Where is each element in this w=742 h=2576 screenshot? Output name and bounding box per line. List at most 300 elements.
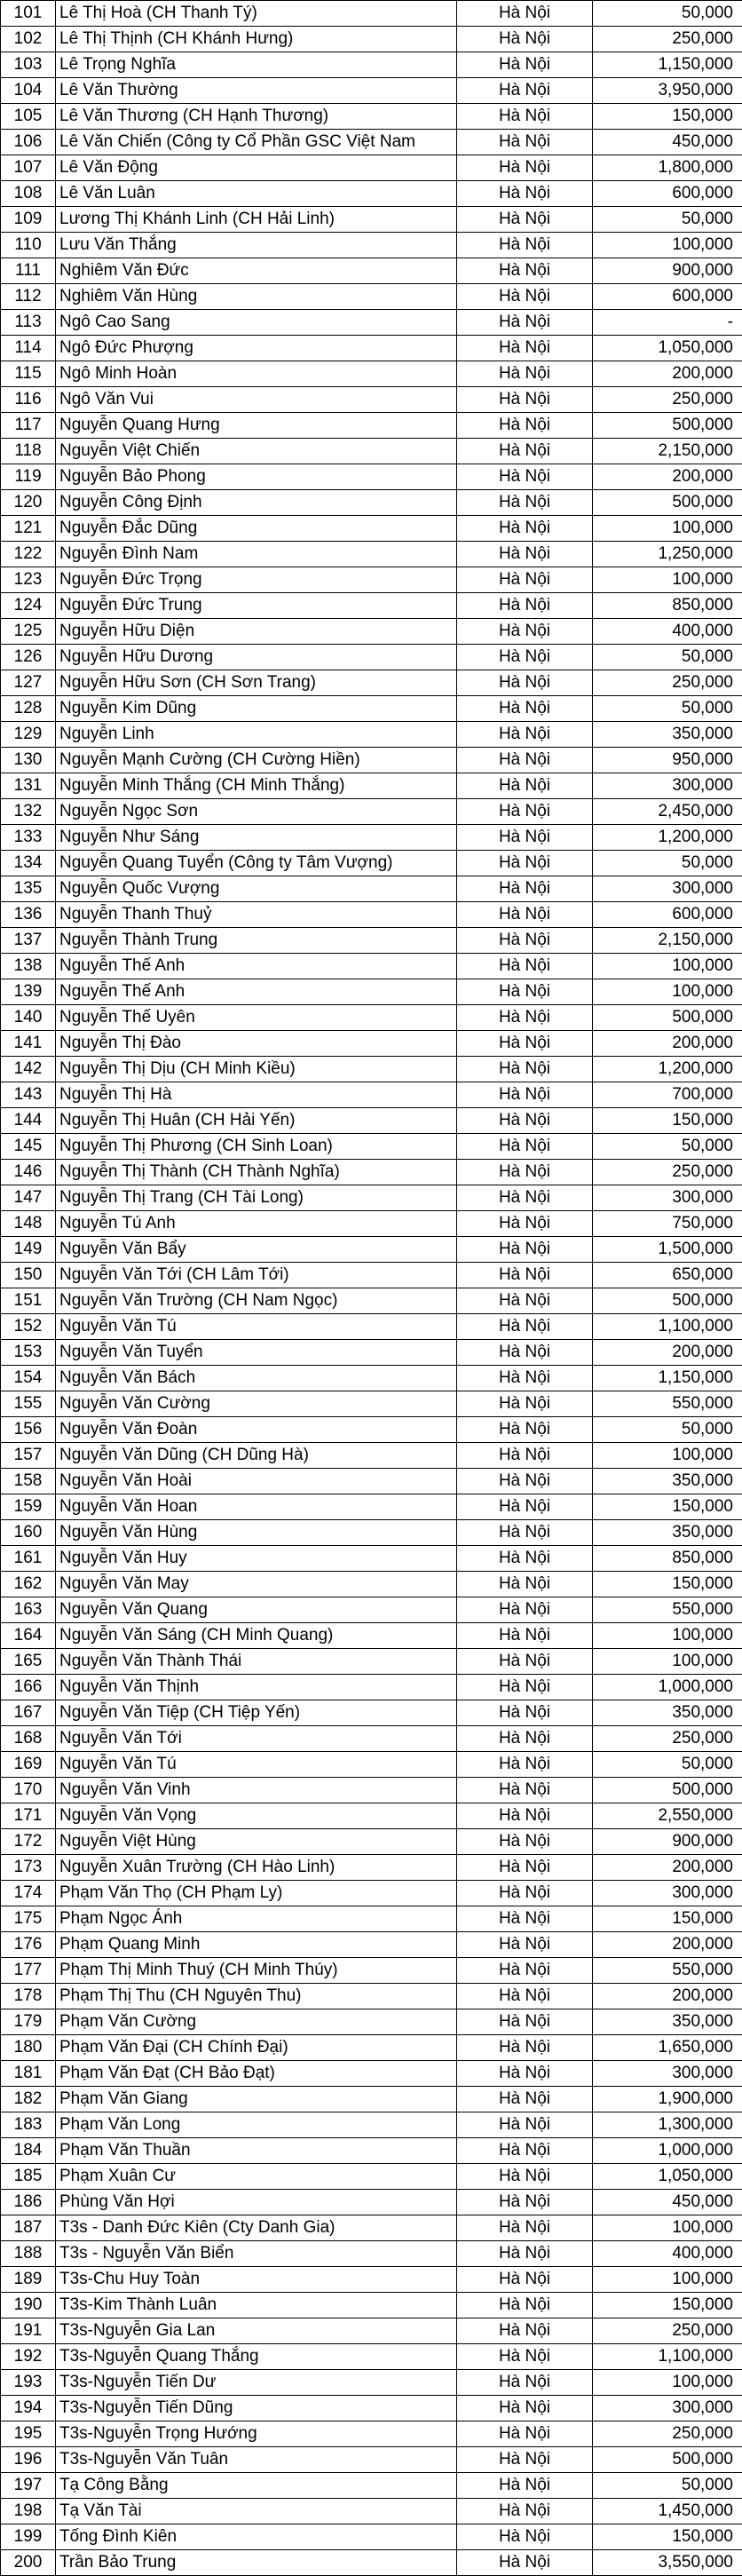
table-row: [1, 1340, 742, 1366]
row-number: 104: [1, 78, 56, 104]
row-amount: 100,000: [593, 2215, 742, 2241]
row-city: Hà Nội: [457, 1211, 593, 1237]
row-amount: 150,000: [593, 1906, 742, 1932]
row-amount: 50,000: [593, 1134, 742, 1160]
row-name: Nguyễn Văn Tới: [56, 1726, 457, 1752]
table-row: [1, 954, 742, 979]
row-number: 148: [1, 1211, 56, 1237]
row-name: Lê Văn Luân: [56, 181, 457, 207]
row-amount: 600,000: [593, 181, 742, 207]
row-amount: 450,000: [593, 2190, 742, 2215]
row-amount: 600,000: [593, 284, 742, 310]
row-amount: 300,000: [593, 773, 742, 799]
row-number: 132: [1, 799, 56, 825]
table-row: [1, 2318, 742, 2344]
table-row: [1, 1726, 742, 1752]
row-number: 155: [1, 1391, 56, 1417]
row-amount: -: [593, 310, 742, 336]
row-amount: 150,000: [593, 1108, 742, 1134]
row-name: Tống Đình Kiên: [56, 2524, 457, 2550]
row-name: Lê Văn Động: [56, 155, 457, 181]
table-row: [1, 2344, 742, 2370]
row-amount: 350,000: [593, 1700, 742, 1726]
row-city: Hà Nội: [457, 2293, 593, 2318]
row-city: Hà Nội: [457, 2241, 593, 2267]
row-amount: 50,000: [593, 851, 742, 876]
row-name: Phùng Văn Hợi: [56, 2190, 457, 2215]
row-city: Hà Nội: [457, 928, 593, 954]
row-name: Nguyễn Văn Bách: [56, 1366, 457, 1391]
table-row: [1, 2421, 742, 2447]
row-name: Nguyễn Bảo Phong: [56, 464, 457, 490]
table-row: [1, 851, 742, 876]
table-row: [1, 1906, 742, 1932]
row-name: Lê Văn Thương (CH Hạnh Thương): [56, 104, 457, 130]
row-number: 154: [1, 1366, 56, 1391]
row-number: 184: [1, 2138, 56, 2164]
table-row: [1, 1314, 742, 1340]
row-city: Hà Nội: [457, 516, 593, 542]
row-amount: 350,000: [593, 1469, 742, 1494]
row-amount: 1,250,000: [593, 542, 742, 567]
row-name: Nguyễn Thị Đào: [56, 1031, 457, 1057]
row-number: 131: [1, 773, 56, 799]
row-amount: 1,000,000: [593, 2138, 742, 2164]
row-name: Nguyễn Văn Bẩy: [56, 1237, 457, 1263]
table-row: [1, 1082, 742, 1108]
row-name: Ngô Cao Sang: [56, 310, 457, 336]
row-city: Hà Nội: [457, 1546, 593, 1572]
row-name: Nguyễn Thị Hà: [56, 1082, 457, 1108]
row-amount: 50,000: [593, 207, 742, 233]
row-name: Phạm Thị Minh Thuý (CH Minh Thúy): [56, 1958, 457, 1984]
table-row: [1, 258, 742, 284]
table-row: [1, 2215, 742, 2241]
row-name: Nguyễn Thế Anh: [56, 979, 457, 1005]
row-number: 110: [1, 233, 56, 258]
table-row: [1, 773, 742, 799]
row-number: 198: [1, 2499, 56, 2524]
table-row: [1, 1288, 742, 1314]
row-name: T3s-Nguyễn Quang Thắng: [56, 2344, 457, 2370]
row-name: Nguyễn Quang Hưng: [56, 413, 457, 439]
row-amount: 550,000: [593, 1958, 742, 1984]
row-amount: 100,000: [593, 1443, 742, 1469]
row-city: Hà Nội: [457, 258, 593, 284]
table-row: [1, 2164, 742, 2190]
row-name: Ngô Minh Hoàn: [56, 361, 457, 387]
row-amount: 700,000: [593, 1082, 742, 1108]
row-amount: 200,000: [593, 1855, 742, 1881]
row-number: 118: [1, 439, 56, 464]
row-city: Hà Nội: [457, 1, 593, 27]
row-name: Nguyễn Văn Quang: [56, 1597, 457, 1623]
row-number: 152: [1, 1314, 56, 1340]
row-name: Lê Trọng Nghĩa: [56, 52, 457, 78]
table-body: [1, 1, 742, 2576]
row-name: Nguyễn Văn Tuyển: [56, 1340, 457, 1366]
row-number: 137: [1, 928, 56, 954]
row-number: 135: [1, 876, 56, 902]
table-row: [1, 2396, 742, 2421]
row-city: Hà Nội: [457, 2499, 593, 2524]
row-number: 193: [1, 2370, 56, 2396]
row-number: 161: [1, 1546, 56, 1572]
row-city: Hà Nội: [457, 696, 593, 722]
row-city: Hà Nội: [457, 1675, 593, 1700]
row-amount: 500,000: [593, 2447, 742, 2473]
row-city: Hà Nội: [457, 1752, 593, 1778]
table-row: [1, 361, 742, 387]
row-city: Hà Nội: [457, 1726, 593, 1752]
row-name: Nguyễn Như Sáng: [56, 825, 457, 851]
table-row: [1, 413, 742, 439]
table-row: [1, 284, 742, 310]
row-city: Hà Nội: [457, 1494, 593, 1520]
table-row: [1, 2138, 742, 2164]
row-name: Nguyễn Văn Cường: [56, 1391, 457, 1417]
row-city: Hà Nội: [457, 1057, 593, 1082]
row-name: Nguyễn Văn Sáng (CH Minh Quang): [56, 1623, 457, 1649]
row-city: Hà Nội: [457, 1185, 593, 1211]
row-name: Nghiêm Văn Đức: [56, 258, 457, 284]
row-city: Hà Nội: [457, 207, 593, 233]
row-name: Nguyễn Ngọc Sơn: [56, 799, 457, 825]
row-amount: 500,000: [593, 1778, 742, 1803]
row-name: Nguyễn Thị Dịu (CH Minh Kiều): [56, 1057, 457, 1082]
row-amount: 300,000: [593, 2396, 742, 2421]
row-city: Hà Nội: [457, 464, 593, 490]
row-name: Tạ Công Bằng: [56, 2473, 457, 2499]
row-amount: 1,000,000: [593, 1675, 742, 1700]
table-row: [1, 1700, 742, 1726]
row-city: Hà Nội: [457, 1906, 593, 1932]
row-name: Nguyễn Thế Uyên: [56, 1005, 457, 1031]
row-name: Nguyễn Thế Anh: [56, 954, 457, 979]
row-amount: 1,800,000: [593, 155, 742, 181]
row-amount: 1,050,000: [593, 2164, 742, 2190]
row-number: 191: [1, 2318, 56, 2344]
row-city: Hà Nội: [457, 1829, 593, 1855]
row-name: Trần Bảo Trung: [56, 2550, 457, 2576]
row-amount: 2,550,000: [593, 1803, 742, 1829]
table-row: [1, 2473, 742, 2499]
row-number: 117: [1, 413, 56, 439]
table-row: [1, 439, 742, 464]
row-number: 174: [1, 1881, 56, 1906]
row-name: Phạm Thị Thu (CH Nguyên Thu): [56, 1984, 457, 2009]
row-name: Nguyễn Đình Nam: [56, 542, 457, 567]
table-row: [1, 567, 742, 593]
row-name: Nguyễn Văn Hoan: [56, 1494, 457, 1520]
row-name: T3s-Kim Thành Luân: [56, 2293, 457, 2318]
row-city: Hà Nội: [457, 78, 593, 104]
row-name: Nguyễn Quốc Vượng: [56, 876, 457, 902]
row-city: Hà Nội: [457, 1932, 593, 1958]
row-city: Hà Nội: [457, 2061, 593, 2087]
row-number: 145: [1, 1134, 56, 1160]
row-city: Hà Nội: [457, 2035, 593, 2061]
row-number: 180: [1, 2035, 56, 2061]
row-amount: 250,000: [593, 27, 742, 52]
row-name: Nguyễn Xuân Trường (CH Hào Linh): [56, 1855, 457, 1881]
row-amount: 500,000: [593, 490, 742, 516]
row-number: 190: [1, 2293, 56, 2318]
row-number: 157: [1, 1443, 56, 1469]
row-amount: 1,200,000: [593, 1057, 742, 1082]
row-city: Hà Nội: [457, 2524, 593, 2550]
row-number: 105: [1, 104, 56, 130]
row-number: 111: [1, 258, 56, 284]
row-name: Nguyễn Văn Vinh: [56, 1778, 457, 1803]
row-number: 158: [1, 1469, 56, 1494]
row-number: 109: [1, 207, 56, 233]
row-city: Hà Nội: [457, 1881, 593, 1906]
row-amount: 350,000: [593, 2009, 742, 2035]
table-row: [1, 1366, 742, 1391]
table-row: [1, 2293, 742, 2318]
table-row: [1, 645, 742, 670]
row-name: Nguyễn Văn May: [56, 1572, 457, 1597]
row-amount: 150,000: [593, 2293, 742, 2318]
row-amount: 200,000: [593, 1340, 742, 1366]
row-city: Hà Nội: [457, 799, 593, 825]
row-amount: 2,450,000: [593, 799, 742, 825]
row-number: 123: [1, 567, 56, 593]
row-city: Hà Nội: [457, 670, 593, 696]
row-city: Hà Nội: [457, 1108, 593, 1134]
table-row: [1, 1881, 742, 1906]
table-row: [1, 2035, 742, 2061]
row-number: 130: [1, 748, 56, 773]
row-number: 168: [1, 1726, 56, 1752]
table-row: [1, 1263, 742, 1288]
table-row: [1, 1134, 742, 1160]
row-number: 115: [1, 361, 56, 387]
row-city: Hà Nội: [457, 1082, 593, 1108]
row-city: Hà Nội: [457, 2370, 593, 2396]
row-amount: 50,000: [593, 1417, 742, 1443]
table-row: [1, 1984, 742, 2009]
row-city: Hà Nội: [457, 979, 593, 1005]
row-amount: 1,500,000: [593, 1237, 742, 1263]
row-city: Hà Nội: [457, 2421, 593, 2447]
row-name: Nguyễn Văn Tú: [56, 1314, 457, 1340]
row-name: Nguyễn Văn Huy: [56, 1546, 457, 1572]
row-name: Lê Thị Hoà (CH Thanh Tý): [56, 1, 457, 27]
row-city: Hà Nội: [457, 2112, 593, 2138]
row-number: 185: [1, 2164, 56, 2190]
row-city: Hà Nội: [457, 851, 593, 876]
row-number: 133: [1, 825, 56, 851]
row-number: 106: [1, 130, 56, 155]
table-row: [1, 2009, 742, 2035]
row-amount: 200,000: [593, 361, 742, 387]
table-row: [1, 1469, 742, 1494]
row-city: Hà Nội: [457, 439, 593, 464]
row-number: 119: [1, 464, 56, 490]
row-number: 142: [1, 1057, 56, 1082]
table-row: [1, 1, 742, 27]
table-row: [1, 2499, 742, 2524]
table-row: [1, 2112, 742, 2138]
row-amount: 300,000: [593, 1185, 742, 1211]
row-amount: 100,000: [593, 1623, 742, 1649]
table-row: [1, 1597, 742, 1623]
row-city: Hà Nội: [457, 1288, 593, 1314]
row-number: 156: [1, 1417, 56, 1443]
row-name: Nguyễn Công Định: [56, 490, 457, 516]
row-city: Hà Nội: [457, 1572, 593, 1597]
row-city: Hà Nội: [457, 1391, 593, 1417]
row-number: 107: [1, 155, 56, 181]
row-city: Hà Nội: [457, 902, 593, 928]
row-city: Hà Nội: [457, 2318, 593, 2344]
row-amount: 1,900,000: [593, 2087, 742, 2112]
row-city: Hà Nội: [457, 1855, 593, 1881]
row-name: Phạm Ngọc Ánh: [56, 1906, 457, 1932]
row-name: Phạm Văn Đạt (CH Bảo Đạt): [56, 2061, 457, 2087]
table-row: [1, 1005, 742, 1031]
row-city: Hà Nội: [457, 27, 593, 52]
row-name: Phạm Văn Cường: [56, 2009, 457, 2035]
row-name: Tạ Văn Tài: [56, 2499, 457, 2524]
row-city: Hà Nội: [457, 233, 593, 258]
row-number: 183: [1, 2112, 56, 2138]
row-number: 188: [1, 2241, 56, 2267]
table-row: [1, 78, 742, 104]
row-name: T3s-Nguyễn Tiến Dũng: [56, 2396, 457, 2421]
row-name: Nguyễn Kim Dũng: [56, 696, 457, 722]
table-row: [1, 490, 742, 516]
row-number: 166: [1, 1675, 56, 1700]
row-amount: 450,000: [593, 130, 742, 155]
row-amount: 550,000: [593, 1597, 742, 1623]
row-city: Hà Nội: [457, 1005, 593, 1031]
row-number: 143: [1, 1082, 56, 1108]
row-amount: 250,000: [593, 1160, 742, 1185]
row-amount: 1,100,000: [593, 2344, 742, 2370]
row-number: 140: [1, 1005, 56, 1031]
table-row: [1, 1185, 742, 1211]
row-name: Phạm Văn Long: [56, 2112, 457, 2138]
table-row: [1, 542, 742, 567]
table-row: [1, 1057, 742, 1082]
row-amount: 300,000: [593, 1881, 742, 1906]
row-city: Hà Nội: [457, 876, 593, 902]
table-row: [1, 1803, 742, 1829]
row-city: Hà Nội: [457, 722, 593, 748]
row-name: Nguyễn Mạnh Cường (CH Cường Hiền): [56, 748, 457, 773]
row-name: Ngô Đức Phượng: [56, 336, 457, 361]
table-row: [1, 1958, 742, 1984]
row-city: Hà Nội: [457, 2344, 593, 2370]
row-number: 196: [1, 2447, 56, 2473]
table-row: [1, 1778, 742, 1803]
row-name: Nguyễn Thị Huân (CH Hải Yến): [56, 1108, 457, 1134]
table-row: [1, 1572, 742, 1597]
row-name: Nguyễn Thành Trung: [56, 928, 457, 954]
row-number: 197: [1, 2473, 56, 2499]
row-name: T3s-Nguyễn Văn Tuân: [56, 2447, 457, 2473]
row-number: 182: [1, 2087, 56, 2112]
row-city: Hà Nội: [457, 1984, 593, 2009]
row-number: 122: [1, 542, 56, 567]
row-amount: 850,000: [593, 593, 742, 619]
row-number: 128: [1, 696, 56, 722]
row-number: 103: [1, 52, 56, 78]
row-number: 139: [1, 979, 56, 1005]
row-name: Nguyễn Thị Phương (CH Sinh Loan): [56, 1134, 457, 1160]
row-city: Hà Nội: [457, 181, 593, 207]
row-number: 136: [1, 902, 56, 928]
row-name: Phạm Xuân Cư: [56, 2164, 457, 2190]
row-number: 146: [1, 1160, 56, 1185]
row-amount: 350,000: [593, 1520, 742, 1546]
row-name: Phạm Văn Thọ (CH Phạm Ly): [56, 1881, 457, 1906]
row-name: Nguyễn Văn Tới (CH Lâm Tới): [56, 1263, 457, 1288]
table-row: [1, 696, 742, 722]
row-amount: 100,000: [593, 979, 742, 1005]
row-city: Hà Nội: [457, 773, 593, 799]
row-name: T3s-Nguyễn Trọng Hướng: [56, 2421, 457, 2447]
row-city: Hà Nội: [457, 619, 593, 645]
row-number: 171: [1, 1803, 56, 1829]
table-row: [1, 876, 742, 902]
row-number: 173: [1, 1855, 56, 1881]
row-name: Nguyễn Đức Trung: [56, 593, 457, 619]
row-number: 200: [1, 2550, 56, 2576]
row-city: Hà Nội: [457, 593, 593, 619]
row-city: Hà Nội: [457, 413, 593, 439]
table-row: [1, 2524, 742, 2550]
row-city: Hà Nội: [457, 1443, 593, 1469]
row-number: 177: [1, 1958, 56, 1984]
row-number: 125: [1, 619, 56, 645]
row-amount: 1,100,000: [593, 1314, 742, 1340]
row-city: Hà Nội: [457, 1803, 593, 1829]
row-amount: 50,000: [593, 1752, 742, 1778]
table-row: [1, 1031, 742, 1057]
row-city: Hà Nội: [457, 2473, 593, 2499]
row-amount: 250,000: [593, 1726, 742, 1752]
table-row: [1, 1211, 742, 1237]
row-city: Hà Nội: [457, 361, 593, 387]
row-name: Nguyễn Thanh Thuỷ: [56, 902, 457, 928]
row-city: Hà Nội: [457, 2215, 593, 2241]
table-row: [1, 1829, 742, 1855]
table-row: [1, 1546, 742, 1572]
table-row: [1, 1391, 742, 1417]
row-name: Ngô Văn Vui: [56, 387, 457, 413]
row-name: Nguyễn Văn Trường (CH Nam Ngọc): [56, 1288, 457, 1314]
row-name: T3s - Nguyễn Văn Biển: [56, 2241, 457, 2267]
table-row: [1, 464, 742, 490]
table-row: [1, 1932, 742, 1958]
row-amount: 150,000: [593, 2524, 742, 2550]
row-number: 189: [1, 2267, 56, 2293]
row-name: Phạm Văn Thuần: [56, 2138, 457, 2164]
row-amount: 1,200,000: [593, 825, 742, 851]
row-city: Hà Nội: [457, 52, 593, 78]
table-row: [1, 1108, 742, 1134]
row-city: Hà Nội: [457, 542, 593, 567]
row-city: Hà Nội: [457, 1649, 593, 1675]
row-number: 151: [1, 1288, 56, 1314]
row-number: 138: [1, 954, 56, 979]
row-name: Nguyễn Văn Thịnh: [56, 1675, 457, 1700]
row-number: 102: [1, 27, 56, 52]
